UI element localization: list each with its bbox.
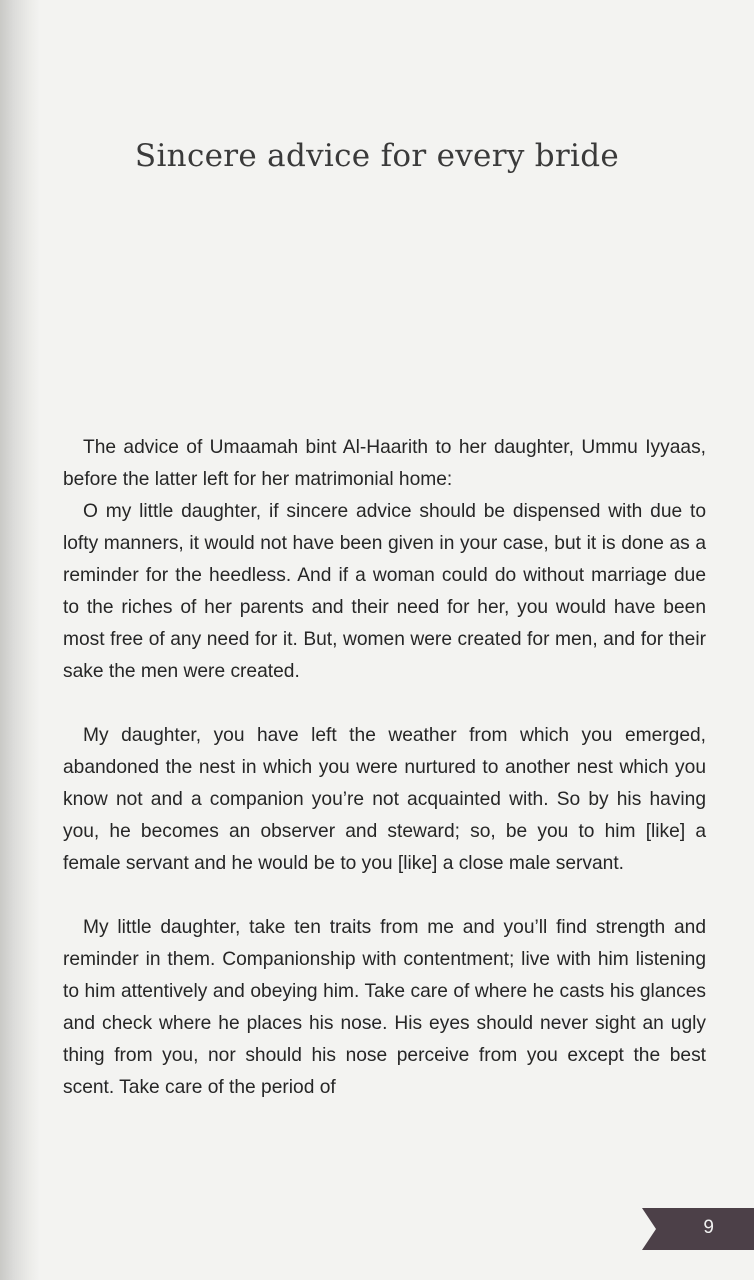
paragraph-leaving-home: My daughter, you have left the weather from which you emerged, abandoned the nest in which you were nurtured to another nest which you know not and a companion you’re not acquainted with. So by his having you, he becomes an observer and steward; so, be you to him [like] a female servant and he would be to you [like] a close male servant.: [63, 725, 706, 874]
paragraph-intro: The advice of Umaamah bint Al-Haarith to her daughter, Ummu Iyyaas, before the latter left for her matrimonial home:: [63, 437, 706, 490]
body-text: [63, 432, 706, 1104]
page-title: Sincere advice for every bride: [134, 138, 620, 174]
page-number: 9: [703, 1217, 714, 1238]
paragraph-ten-traits: My little daughter, take ten traits from me and you’ll find strength and reminder in them. Companionship with contentment; live with him listening to him attentively and obeying him. Take care of where he casts his glances and check where he places his nose. His eyes should never sight an ugly thing from you, nor should his nose perceive from you except the best scent. Take care of the period of: [63, 917, 706, 1098]
page-number-tab: [642, 1208, 754, 1250]
book-gutter-shadow: [0, 0, 40, 1280]
paragraph-advice-opening: O my little daughter, if sincere advice should be dispensed with due to lofty manners, it would not have been given in your case, but it is done as a reminder for the heedless. And if a woman could do without marriage due to the riches of her parents and their need for her, you would have been most free of any need for it. But, women were created for men, and for their sake the men were created.: [63, 501, 706, 682]
